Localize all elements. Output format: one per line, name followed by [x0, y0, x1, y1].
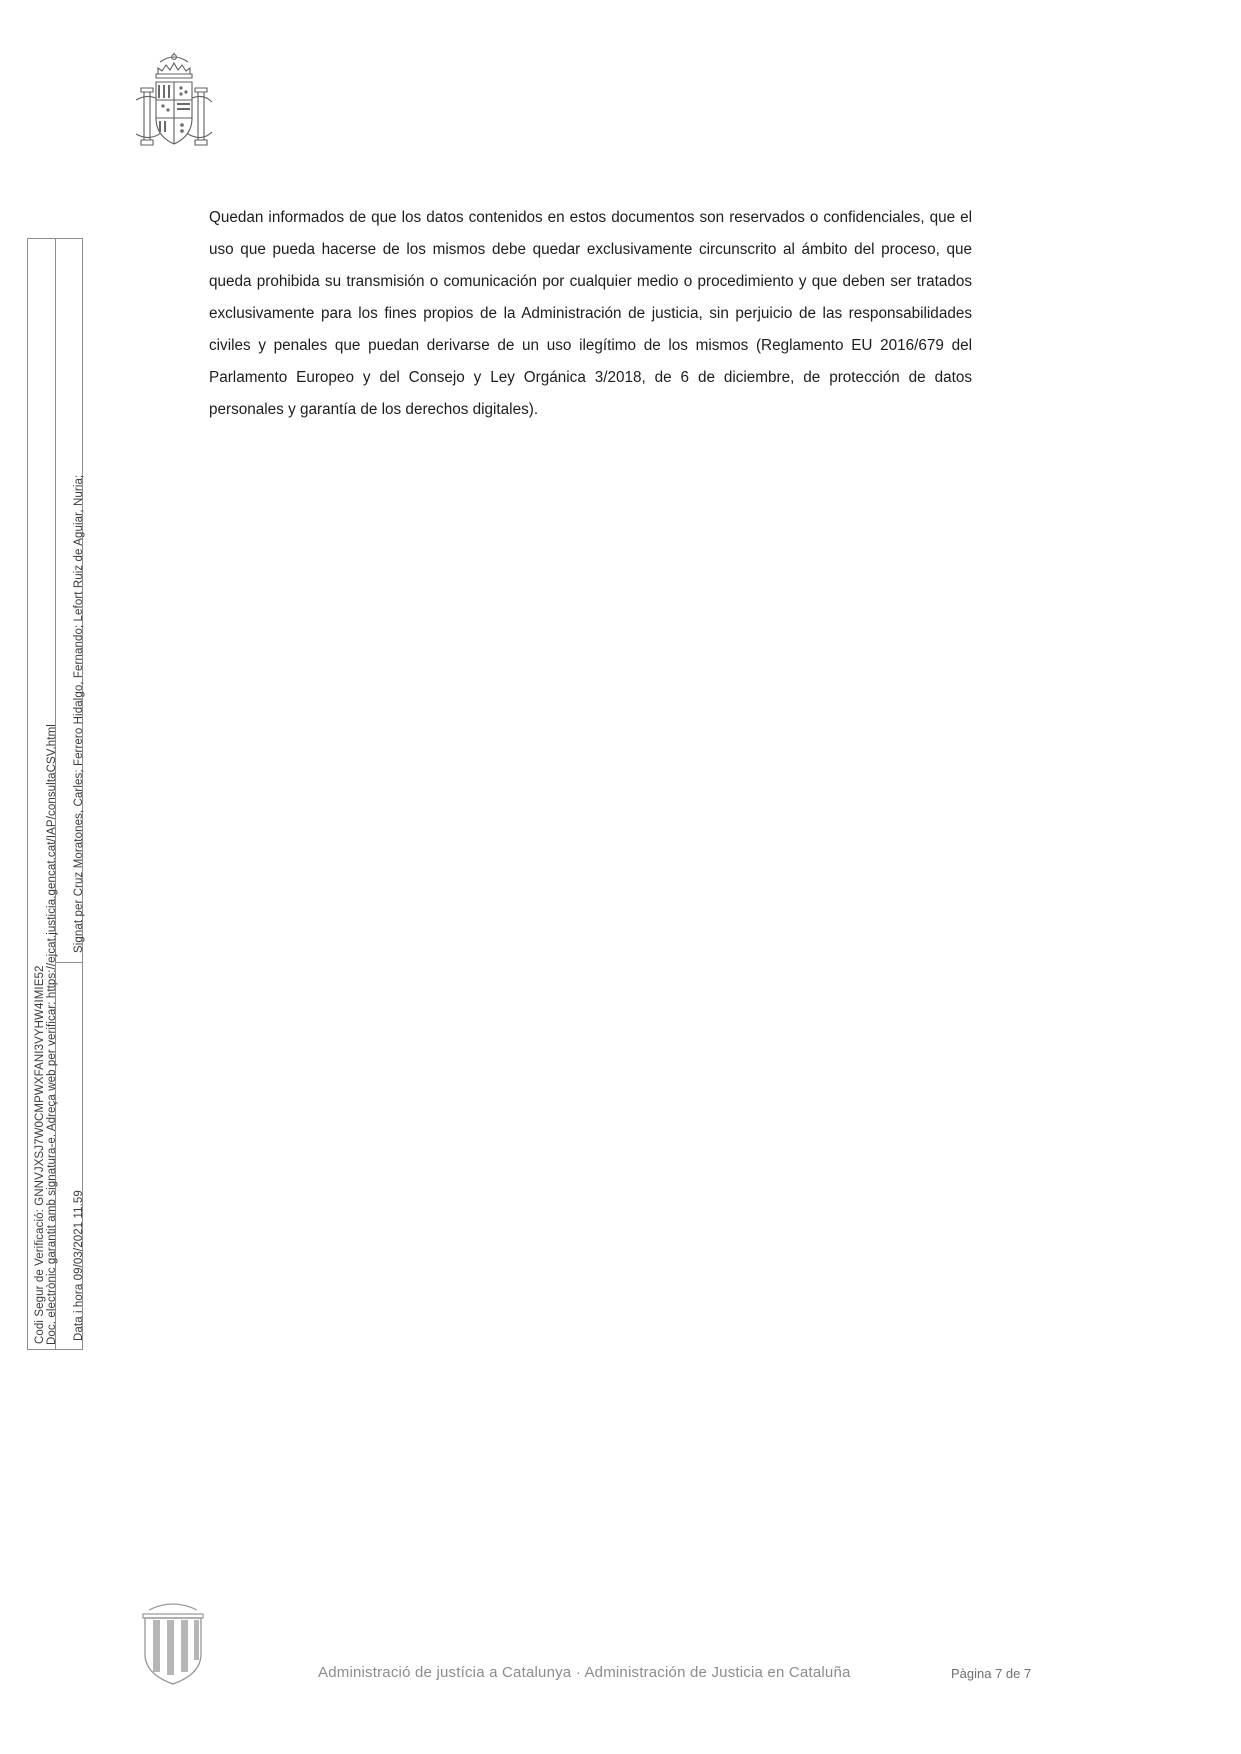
signature-verification-column: [28, 239, 56, 1349]
csv-code-text: Codi Segur de Verificació: GNNVJXSJ7W0CMPWXFANI3VYHW4IMIE52: [34, 965, 46, 1344]
page-footer: [0, 1596, 1241, 1706]
signed-by-block: [56, 239, 83, 963]
signature-details-column: [56, 239, 83, 1349]
spain-coat-of-arms-icon: [128, 48, 220, 156]
confidentiality-notice-paragraph: Quedan informados de que los datos contenidos en estos documentos son reservados o confidenciales, que el uso que pueda hacerse de los mismos debe quedar exclusivamente circunscrito al ámbito del proceso, que queda prohibida su transmisión o comunicación por cualquier medio o procedimiento y que deben ser tratados exclusivamente para los fines propios de la Administración de justicia, sin perjuicio de las responsabilidades civiles y penales que puedan derivarse de un uso ilegítimo de los mismos (Reglamento EU 2016/679 del Parlamento Europeo y del Consejo y Ley Orgánica 3/2018, de 6 de diciembre, de protección de datos personales y garantía de los derechos digitales).: [209, 209, 972, 418]
electronic-signature-strip: [27, 238, 83, 1350]
verification-and-csv-text: Doc. electrònic garantit amb signatura-e. Adreça web per verificar: https://ejcat.justicia.gencat.cat/IAP/consultaCSV.html: [46, 724, 58, 1345]
main-content: [209, 202, 972, 426]
footer-page-number: Pàgina 7 de 7: [951, 1666, 1032, 1681]
footer-institution-label: Administració de justícia a Catalunya · Administración de Justicia en Cataluña: [318, 1664, 851, 1681]
signed-by-text: Signat per Cruz Moratones, Carles; Ferrero Hidalgo, Fernando; Lefort Ruiz de Aguiar, Nuria;: [72, 474, 85, 953]
datetime-block: [56, 963, 83, 1349]
catalonia-crest-icon: [131, 1596, 215, 1688]
signature-datetime-text: Data i hora 09/03/2021 11.59: [72, 1190, 85, 1341]
